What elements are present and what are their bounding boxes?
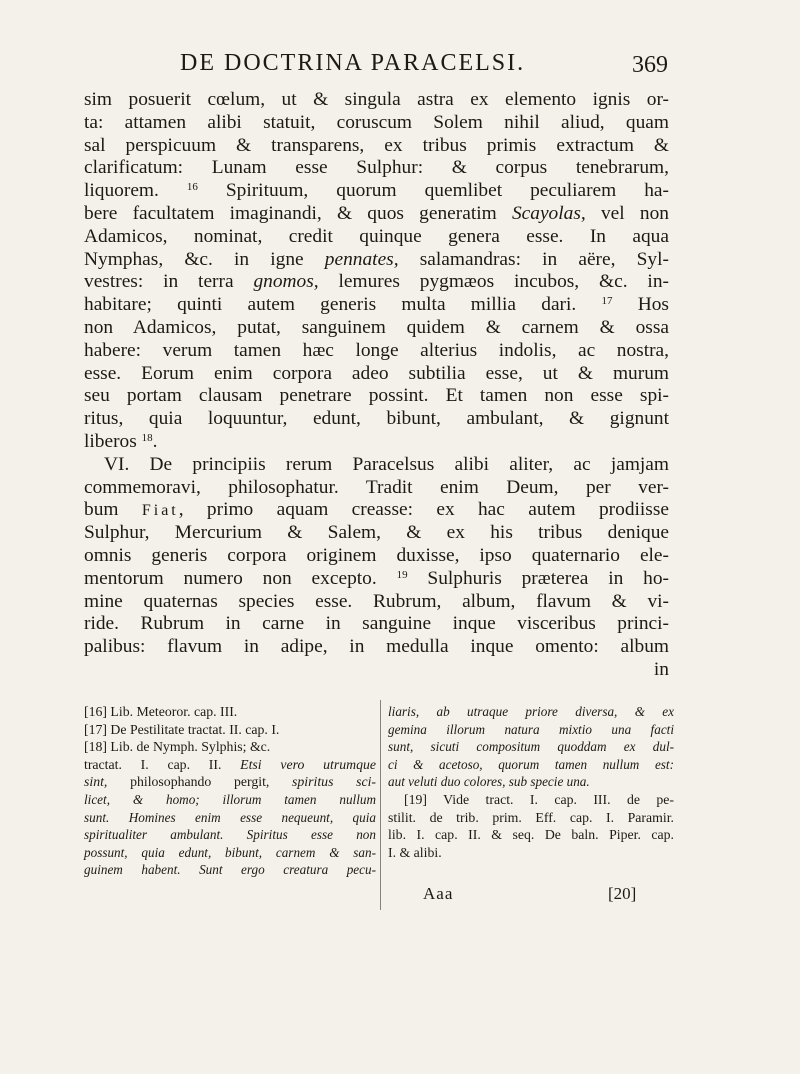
footnote-ref-17: 17 bbox=[601, 295, 613, 308]
text-line: commemoravi, philosophatur. Tradit enim Deum, per ver- bbox=[84, 476, 669, 498]
footnote-line: possunt, quia edunt, bibunt, carnem & san- bbox=[84, 844, 376, 860]
text-line: non Adamicos, putat, sanguinem quidem & carnem & ossa bbox=[84, 316, 669, 338]
text-line: vestres: in terra gnomos, lemures pygmæos incubos, &c. in- bbox=[84, 271, 669, 293]
text-line: bum Fiat, primo aquam creasse: ex hac autem prodiisse bbox=[84, 499, 669, 521]
running-title: DE DOCTRINA PARACELSI. bbox=[180, 50, 526, 76]
footnote-line: licet, & homo; illorum tamen nullum bbox=[84, 791, 376, 807]
footnote-line: ci & acetoso, quorum tamen nullum est: bbox=[388, 756, 674, 772]
text-line: habere: verum tamen hæc longe alterius indolis, ac nostra, bbox=[84, 339, 669, 361]
footnote-catchword: [20] bbox=[608, 884, 637, 903]
footnote-line: guinem habent. Sunt ergo creatura pecu- bbox=[84, 862, 376, 878]
text-line: mine quaternas species esse. Rubrum, album, flavum & vi- bbox=[84, 590, 669, 612]
page-header bbox=[84, 50, 684, 84]
text-line: esse. Eorum enim corpora adeo subtilia esse, ut & murum bbox=[84, 362, 669, 384]
footnote-line: sint, philosophando pergit, spiritus sci- bbox=[84, 774, 377, 790]
text-line: ritus, quia loquuntur, edunt, bibunt, ambulant, & gignunt bbox=[84, 408, 669, 430]
text-line: clarificatum: Lunam esse Sulphur: & corpus tenebrarum, bbox=[84, 157, 669, 179]
footnote-ref-19: 19 bbox=[396, 568, 408, 581]
footnotes-left-column bbox=[84, 703, 376, 879]
footnote-16: [16] Lib. Meteoror. cap. III. bbox=[84, 704, 238, 719]
text-line: ta: attamen alibi statuit, coruscum Solem nihil aliud, quam bbox=[84, 111, 669, 133]
text-line: palibus: flavum in adipe, in medulla inque omento: album bbox=[84, 636, 669, 658]
footnote-19: [19] Vide tract. I. cap. III. de pe- bbox=[404, 791, 674, 807]
footnote-line: I. & alibi. bbox=[388, 844, 442, 860]
text-line: habitare; quinti autem generis multa millia dari. $^{17}$ Hos bbox=[84, 294, 669, 316]
text-line: seu portam clausam penetrare possint. Et tamen non esse spi- bbox=[84, 385, 669, 407]
catchword: in bbox=[653, 658, 669, 680]
footnotes-right-column bbox=[388, 703, 674, 861]
text-line: liberos $^{18}$. bbox=[84, 430, 158, 452]
footnote-line: sunt. Homines enim esse nequeunt, quia bbox=[84, 809, 376, 825]
footnote-line: liaris, ab utraque priore diversa, & ex bbox=[388, 704, 674, 719]
footnote-17: [17] De Pestilitate tractat. II. cap. I. bbox=[84, 721, 280, 737]
text-line: sim posuerit cœlum, ut & singula astra ex elemento ignis or- bbox=[84, 89, 669, 110]
footnote-line: sunt, sicuti compositum quoddam ex dul- bbox=[388, 739, 674, 755]
footnote-line: gemina illorum natura mixtio una facti bbox=[388, 721, 674, 737]
footnote-line: stilit. de trib. prim. Eff. cap. I. Paramir. bbox=[388, 809, 674, 825]
text-line: bere facultatem imaginandi, & quos generatim Scayolas, vel non bbox=[84, 202, 669, 224]
footnote-18: [18] Lib. de Nymph. Sylphis; &c. bbox=[84, 739, 271, 755]
text-line: mentorum numero non excepto. $^{19}$ Sulphuris præterea in ho- bbox=[84, 567, 669, 589]
text-line: Nymphas, &c. in igne pennates, salamandras: in aëre, Syl- bbox=[84, 248, 669, 270]
page-number: 369 bbox=[632, 52, 668, 78]
text-line: sal perspicuum & transparens, ex tribus primis extractum & bbox=[84, 134, 669, 156]
text-line: ride. Rubrum in carne in sanguine inque visceribus princi- bbox=[84, 613, 669, 635]
signature-mark: Aaa bbox=[423, 884, 454, 903]
text-line: liquorem. $^{16}$ Spirituum, quorum quemlibet peculiarem ha- bbox=[84, 180, 669, 202]
footnote-line: tractat. I. cap. II. Etsi vero utrumque bbox=[84, 756, 377, 772]
text-line: omnis generis corpora originem duxisse, ipso quaternario ele- bbox=[84, 544, 669, 566]
footnote-column-divider bbox=[380, 700, 381, 910]
text-line: Adamicos, nominat, credit quinque genera esse. In aqua bbox=[84, 225, 669, 247]
text-line: Sulphur, Mercurium & Salem, & ex his tribus denique bbox=[84, 522, 669, 544]
footnote-line: aut veluti duo colores, sub specie una. bbox=[388, 774, 590, 790]
footnote-ref-18: 18 bbox=[141, 431, 153, 444]
footnote-line: lib. I. cap. II. & seq. De baln. Piper. cap. bbox=[388, 827, 674, 843]
footnote-ref-16: 16 bbox=[186, 181, 198, 194]
section-vi-first-line: VI. De principiis rerum Paracelsus alibi aliter, ac jamjam bbox=[104, 453, 669, 475]
main-text bbox=[84, 89, 669, 682]
footnote-line: spiritualiter ambulant. Spiritus esse non bbox=[84, 827, 376, 843]
